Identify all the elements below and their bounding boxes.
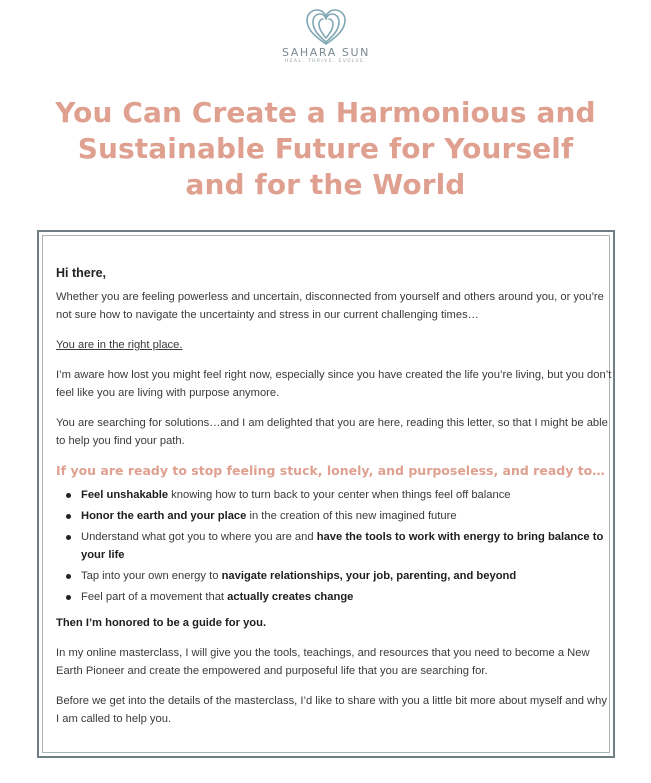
list-item-bold: Honor the earth and your place [81,510,247,522]
letter-guide-line: Then I’m honored to be a guide for you. [56,617,267,629]
letter-content [56,264,612,740]
letter-paragraph-1: Whether you are feeling powerless and uncertain, disconnected from yourself and others around you, or you’re not sure how to navigate the uncertainty and stress in our current challenging times… [56,291,604,321]
letter-subheading: If you are ready to stop feeling stuck, lonely, and purposeless, and ready to… [56,463,605,478]
list-item-text: Tap into your own energy to [81,570,222,582]
list-item-bold: Feel unshakable [81,489,169,501]
list-item-text: knowing how to turn back to your center when things feel off balance [168,489,511,501]
list-item [81,567,612,585]
brand-logo [270,8,382,72]
letter-paragraph-closing: Before we get into the details of the masterclass, I’d like to share with you a little bit more about myself and why I am called to help you. [56,695,607,725]
headline-line-1: You Can Create a Harmonious and [55,96,596,129]
headline-line-3: and for the World [185,168,466,201]
list-item-text: Understand what got you to where you are and [81,531,317,543]
list-item [81,486,612,504]
letter-paragraph-3: I’m aware how lost you might feel right now, especially since you have created the life you’re living, but you don’t feel like you are living with purpose anymore. [56,369,612,399]
list-item [81,588,612,606]
list-item-text: Feel part of a movement that [81,591,228,603]
brand-name: SAHARA SUN [282,46,370,59]
list-item-bold: actually creates change [227,591,354,603]
heart-logo-icon [304,8,348,46]
letter-box [37,230,615,758]
headline-line-2: Sustainable Future for Yourself [77,132,574,165]
benefits-list [56,486,612,606]
list-item-bold: have the tools to work with energy to bring balance to your life [81,531,604,561]
page-headline [20,95,631,203]
list-item [81,507,612,525]
list-item-bold: navigate relationships, your job, parenting, and beyond [221,570,517,582]
brand-tagline: HEAL. THRIVE. EVOLVE. [284,59,368,64]
letter-paragraph-right-place: You are in the right place. [56,339,183,351]
letter-inner-frame [42,235,610,753]
letter-paragraph-4: You are searching for solutions…and I am delighted that you are here, reading this letter, so that I might be able to help you find your path. [56,417,608,447]
list-item-text: in the creation of this new imagined future [246,510,457,522]
letter-paragraph-masterclass: In my online masterclass, I will give you the tools, teachings, and resources that you need to become a New Earth Pioneer and create the empowered and purposeful life that you are searching for. [56,647,590,677]
list-item [81,528,612,564]
letter-greeting: Hi there, [56,266,107,280]
